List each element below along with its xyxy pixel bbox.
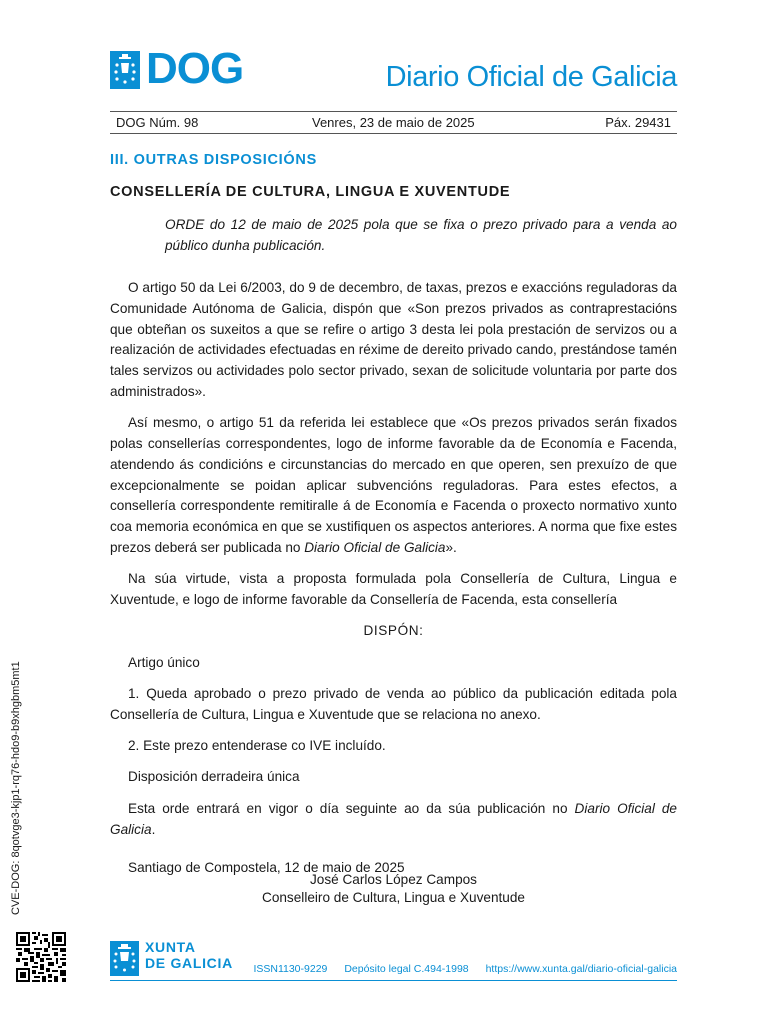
article-item-2: 2. Este prezo entenderase co IVE incluído.: [128, 738, 386, 754]
final-provision-text: Esta orde entrará en vigor o día seguinte ao da súa publicación no Diario Oficial de Galicia.: [110, 800, 677, 837]
signature-block: [110, 871, 677, 907]
header-rule-top: [110, 111, 677, 112]
article-item-1: 1. Queda aprobado o prezo privado de venda ao público da publicación editada pola Consellería de Cultura, Lingua e Xuventude que se relaciona no anexo.: [110, 686, 677, 722]
dog-logo-text: DOG: [146, 44, 244, 93]
header-rule-bottom: [110, 133, 677, 134]
article-heading: Artigo único: [128, 654, 200, 670]
footer-rule: [110, 980, 677, 981]
page-number: Páx. 29431: [605, 115, 671, 130]
cve-code: CVE-DOG: 8qotvge3-kjp1-rq76-hdo9-b9xhgbm5mt1: [10, 661, 22, 915]
signatory-role: Conselleiro de Cultura, Lingua e Xuventude: [262, 890, 525, 905]
place-and-date: Santiago de Compostela, 12 de maio de 2025: [128, 860, 405, 876]
section-heading: III. OUTRAS DISPOSICIÓNS: [110, 152, 317, 168]
xunta-shield-icon: [110, 941, 139, 976]
xunta-logo-text: XUNTA DE GALICIA: [145, 939, 233, 971]
document-body: [110, 278, 677, 890]
order-title: ORDE do 12 de maio de 2025 pola que se fixa o prezo privado para a venda ao público dunha publicación.: [165, 217, 677, 253]
gazette-title: Diario Oficial de Galicia: [385, 61, 677, 93]
issn-text: ISSN1130-9229: [253, 963, 328, 975]
paragraph-3: Na súa virtude, vista a proposta formulada pola Consellería de Cultura, Lingua e Xuventude, e logo de informe favorable da Consellería de Facenda, esta consellería: [110, 571, 677, 608]
dispon-heading: DISPÓN:: [363, 623, 424, 639]
final-provision-heading: Disposición derradeira única: [128, 769, 300, 785]
signatory-name: José Carlos López Campos: [310, 872, 477, 887]
issue-number: DOG Núm. 98: [116, 115, 199, 130]
gazette-name-italic: Diario Oficial de Galicia: [304, 540, 446, 556]
paragraph-2: Así mesmo, o artigo 51 da referida lei establece que «Os prezos privados serán fixados polas consellerías correspondentes, logo de informe favorable da de Economía e Facenda, atendendo ás condicións e circunstancias do mercado en que operen, sen prexuízo de que excepcionalmente se poidan aplicar subvencións reguladoras. Para estes efectos, a consellería correspondente remitiralle á de Economía e Facenda o proxecto normativo xunto coa memoria económica en que se xustifiquen os aspectos anteriores. A norma que fixe estes prezos deberá ser publicada no Diario Oficial de Galicia».: [110, 415, 677, 556]
footer-links: [253, 962, 677, 976]
galicia-shield-icon: [110, 51, 140, 89]
gazette-name-italic: Diario Oficial de Galicia: [110, 800, 677, 837]
department-heading: CONSELLERÍA DE CULTURA, LINGUA E XUVENTUDE: [110, 184, 511, 200]
qr-code-icon[interactable]: [16, 932, 66, 982]
issue-date: Venres, 23 de maio de 2025: [312, 115, 475, 130]
gazette-url-link[interactable]: https://www.xunta.gal/diario-oficial-galicia: [485, 963, 677, 975]
paragraph-1: O artigo 50 da Lei 6/2003, do 9 de decembro, de taxas, prezos e exaccións reguladoras da Comunidade Autónoma de Galicia, dispón que «Son prezos privados as contraprestacións que obteñan os suxeitos a que se refire o artigo 3 desta lei pola prestación de servizos ou a realización de actividades efectuadas en réxime de dereito privado cando, prestándose tamén tales servizos ou actividades polo sector privado, sexan de solicitude voluntaria por parte dos administrados».: [110, 280, 677, 399]
legal-deposit-text: Depósito legal C.494-1998: [344, 963, 469, 975]
